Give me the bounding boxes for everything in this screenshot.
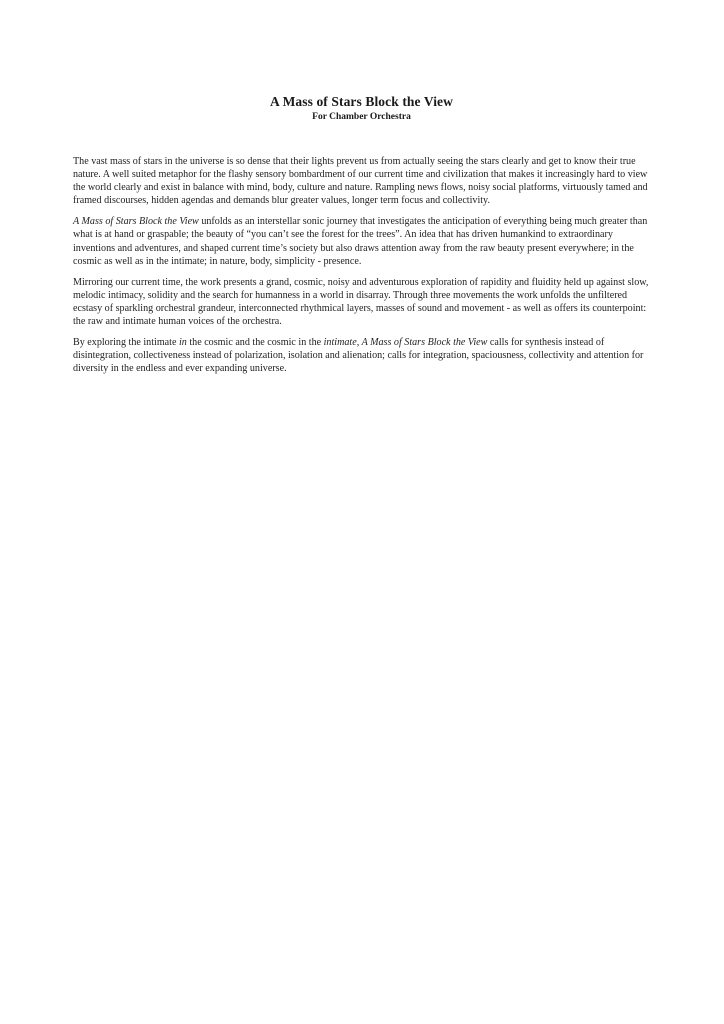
paragraph-4-italic-title: intimate, A Mass of Stars Block the View: [323, 337, 488, 349]
document-subtitle: For Chamber Orchestra: [312, 112, 411, 122]
paragraph-4-italic-in: in: [178, 337, 187, 349]
paragraph-2-italic-title: A Mass of Stars Block the View: [73, 216, 199, 228]
paragraph-4-text-a: By exploring the intimate: [73, 337, 179, 349]
document-title: A Mass of Stars Block the View: [270, 94, 453, 109]
paragraph-2-text: unfolds as an interstellar sonic journey that investigates the anticipation of everything being much greater than what is at hand or graspable; the beauty of “you can’t see the forest for the trees”. An idea that has driven humankind to extraordinary inventions and adventures, and shaped current time’s society but also draws attention away from the raw beauty present everywhere; in the cosmic as well as in the intimate; in nature, body, simplicity - presence.: [73, 216, 648, 267]
paragraph-1-text: The vast mass of stars in the universe is so dense that their lights prevent us from actually seeing the stars clearly and get to know their true nature. A well suited metaphor for the flashy sensory bombardment of our current time and civilization that makes it increasingly hard to view the world clearly and exist in balance with mind, body, culture and nature. Rampling news flows, noisy social platforms, virtuously tamed and framed discourses, hidden agendas and demands blur greater values, longer term focus and collectivity.: [73, 156, 648, 207]
paragraph-3-text: Mirroring our current time, the work presents a grand, cosmic, noisy and adventurous exploration of rapidity and fluidity held up against slow, melodic intimacy, solidity and the search for humanness in a world in disarray. Through three movements the work unfolds the unfiltered ecstasy of sparkling orchestral grandeur, interconnected rhythmical layers, masses of sound and movement - as well as offers its counterpoint: the raw and intimate human voices of the orchestra.: [73, 276, 649, 328]
paragraph-4-text-b: the cosmic and the cosmic in the: [186, 337, 324, 349]
paragraph-3: [73, 276, 650, 328]
paragraph-2: [73, 215, 650, 267]
document-body: [73, 155, 650, 375]
paragraph-4-text-c: calls for synthesis instead of disintegration, collectiveness instead of polarization, isolation and alienation; calls for integration, spaciousness, collectivity and attention for diversity in the endless and ever expanding universe.: [73, 337, 644, 375]
paragraph-4: [73, 336, 650, 375]
paragraph-1: [73, 155, 650, 207]
